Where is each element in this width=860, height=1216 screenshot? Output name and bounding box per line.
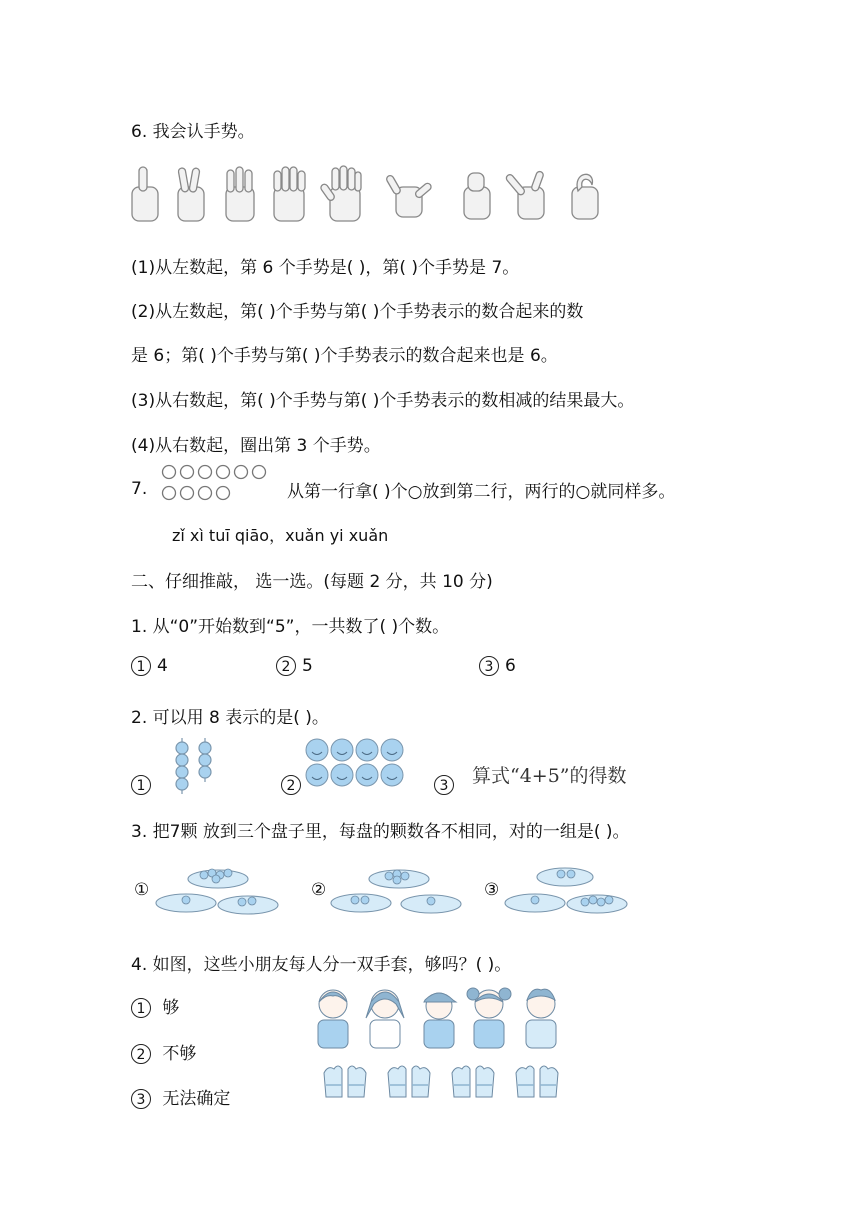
bead-skewers-illustration — [170, 738, 220, 794]
child-5-icon — [526, 989, 556, 1048]
s3-option-2-mark: ② — [311, 880, 327, 900]
glove-pair-3-icon — [452, 1066, 494, 1097]
child-4-icon — [467, 988, 511, 1048]
glove-pair-1-icon — [324, 1066, 366, 1097]
s3-question: 3. 把7颗 放到三个盘子里，每盘的颗数各不相同，对的一组是( )。 — [131, 822, 630, 842]
plates-option-3-illustration — [505, 862, 630, 920]
q7-number: 7. — [131, 479, 148, 499]
hand-gesture-5-icon — [320, 166, 361, 221]
hand-gesture-4-icon — [274, 167, 305, 221]
plates-option-1-illustration — [156, 862, 281, 920]
q7-text: 从第一行拿( )个○放到第二行，两行的○就同样多。 — [287, 482, 676, 502]
pinyin-line: zǐ xì tuī qiāo，xuǎn yi xuǎn — [172, 526, 389, 545]
s3-option-1-mark: ① — [134, 880, 150, 900]
glove-pair-2-icon — [388, 1066, 430, 1097]
s1-option-2: 2 5 — [276, 656, 313, 676]
s2-option-3-mark: 3 — [434, 775, 460, 795]
s4-option-1: 1 够 — [131, 993, 179, 1018]
q6-sub3: (3)从右数起，第( )个手势与第( )个手势表示的数相减的结果最大。 — [131, 391, 635, 411]
hand-gesture-7-icon — [464, 173, 490, 219]
hand-gesture-8-icon — [505, 171, 544, 219]
hand-gesture-9-icon — [572, 174, 598, 219]
child-3-icon — [424, 993, 456, 1048]
q6-sub2-line1: (2)从左数起，第( )个手势与第( )个手势表示的数合起来的数 — [131, 302, 584, 322]
hand-gesture-1-icon — [132, 167, 158, 221]
q6-sub2-line2: 是 6；第( )个手势与第( )个手势表示的数合起来也是 6。 — [131, 346, 558, 366]
s2-formula-text: 算式“4+5”的得数 — [472, 765, 627, 787]
hand-gesture-3-icon — [226, 167, 254, 221]
child-1-icon — [318, 990, 348, 1048]
hand-gesture-6-icon — [385, 174, 432, 217]
hand-gesture-2-icon — [178, 167, 204, 221]
circles-illustration — [160, 463, 272, 503]
hand-gestures-illustration — [126, 165, 606, 227]
q6-title: 6. 我会认手势。 — [131, 122, 255, 142]
s4-option-2: 2 不够 — [131, 1039, 196, 1064]
glove-pair-4-icon — [516, 1066, 558, 1097]
q6-sub1: (1)从左数起，第 6 个手势是( )，第( )个手势是 7。 — [131, 258, 520, 278]
gloves-illustration — [320, 1063, 570, 1103]
q6-sub4: (4)从右数起，圈出第 3 个手势。 — [131, 436, 381, 456]
s4-option-3: 3 无法确定 — [131, 1084, 230, 1109]
s2-question: 2. 可以用 8 表示的是( )。 — [131, 708, 329, 728]
s3-option-3-mark: ③ — [484, 880, 500, 900]
s1-question: 1. 从“0”开始数到“5”，一共数了( )个数。 — [131, 617, 450, 637]
s1-option-3: 3 6 — [479, 656, 516, 676]
plates-option-2-illustration — [331, 862, 466, 920]
s1-option-1: 1 4 — [131, 656, 168, 676]
s4-question: 4. 如图，这些小朋友每人分一双手套，够吗？( )。 — [131, 955, 512, 975]
smiley-faces-illustration — [304, 738, 408, 788]
s2-option-2-mark: 2 — [281, 775, 307, 795]
s2-option-1-mark: 1 — [131, 775, 157, 795]
children-illustration — [308, 984, 568, 1050]
section-2-heading: 二、仔细推敲， 选一选。(每题 2 分，共 10 分) — [131, 572, 493, 592]
child-2-icon — [366, 990, 404, 1048]
